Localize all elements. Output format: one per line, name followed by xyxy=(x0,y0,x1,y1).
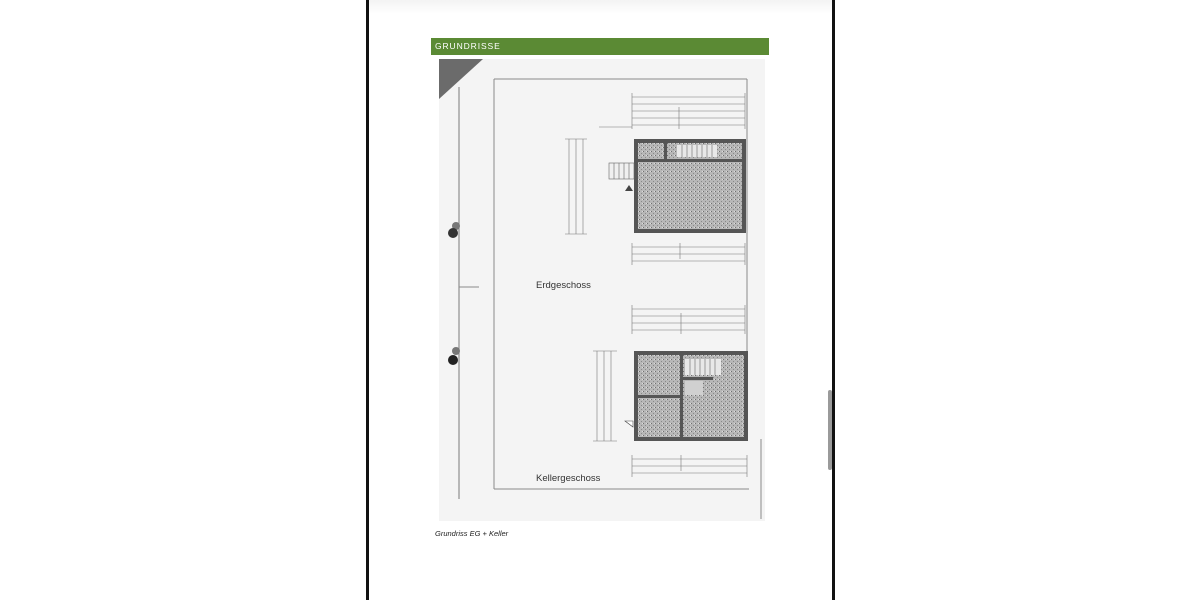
basement-plan xyxy=(593,305,748,477)
punch-hole xyxy=(452,347,460,355)
viewer-right-border xyxy=(832,0,835,600)
floor-plan-scan xyxy=(439,59,765,521)
ground-floor-plan xyxy=(565,93,746,265)
figure-caption: Grundriss EG + Keller xyxy=(435,529,509,538)
section-header: GRUNDRISSE xyxy=(431,38,769,55)
corner-mark xyxy=(439,59,483,99)
floor-plan-drawing xyxy=(439,59,765,521)
ground-floor-label: Erdgeschoss xyxy=(536,280,591,291)
basement-label: Kellergeschoss xyxy=(536,473,601,484)
scrollbar-thumb[interactable] xyxy=(828,390,832,470)
page-top-shadow xyxy=(369,0,832,14)
document-page xyxy=(369,0,832,600)
